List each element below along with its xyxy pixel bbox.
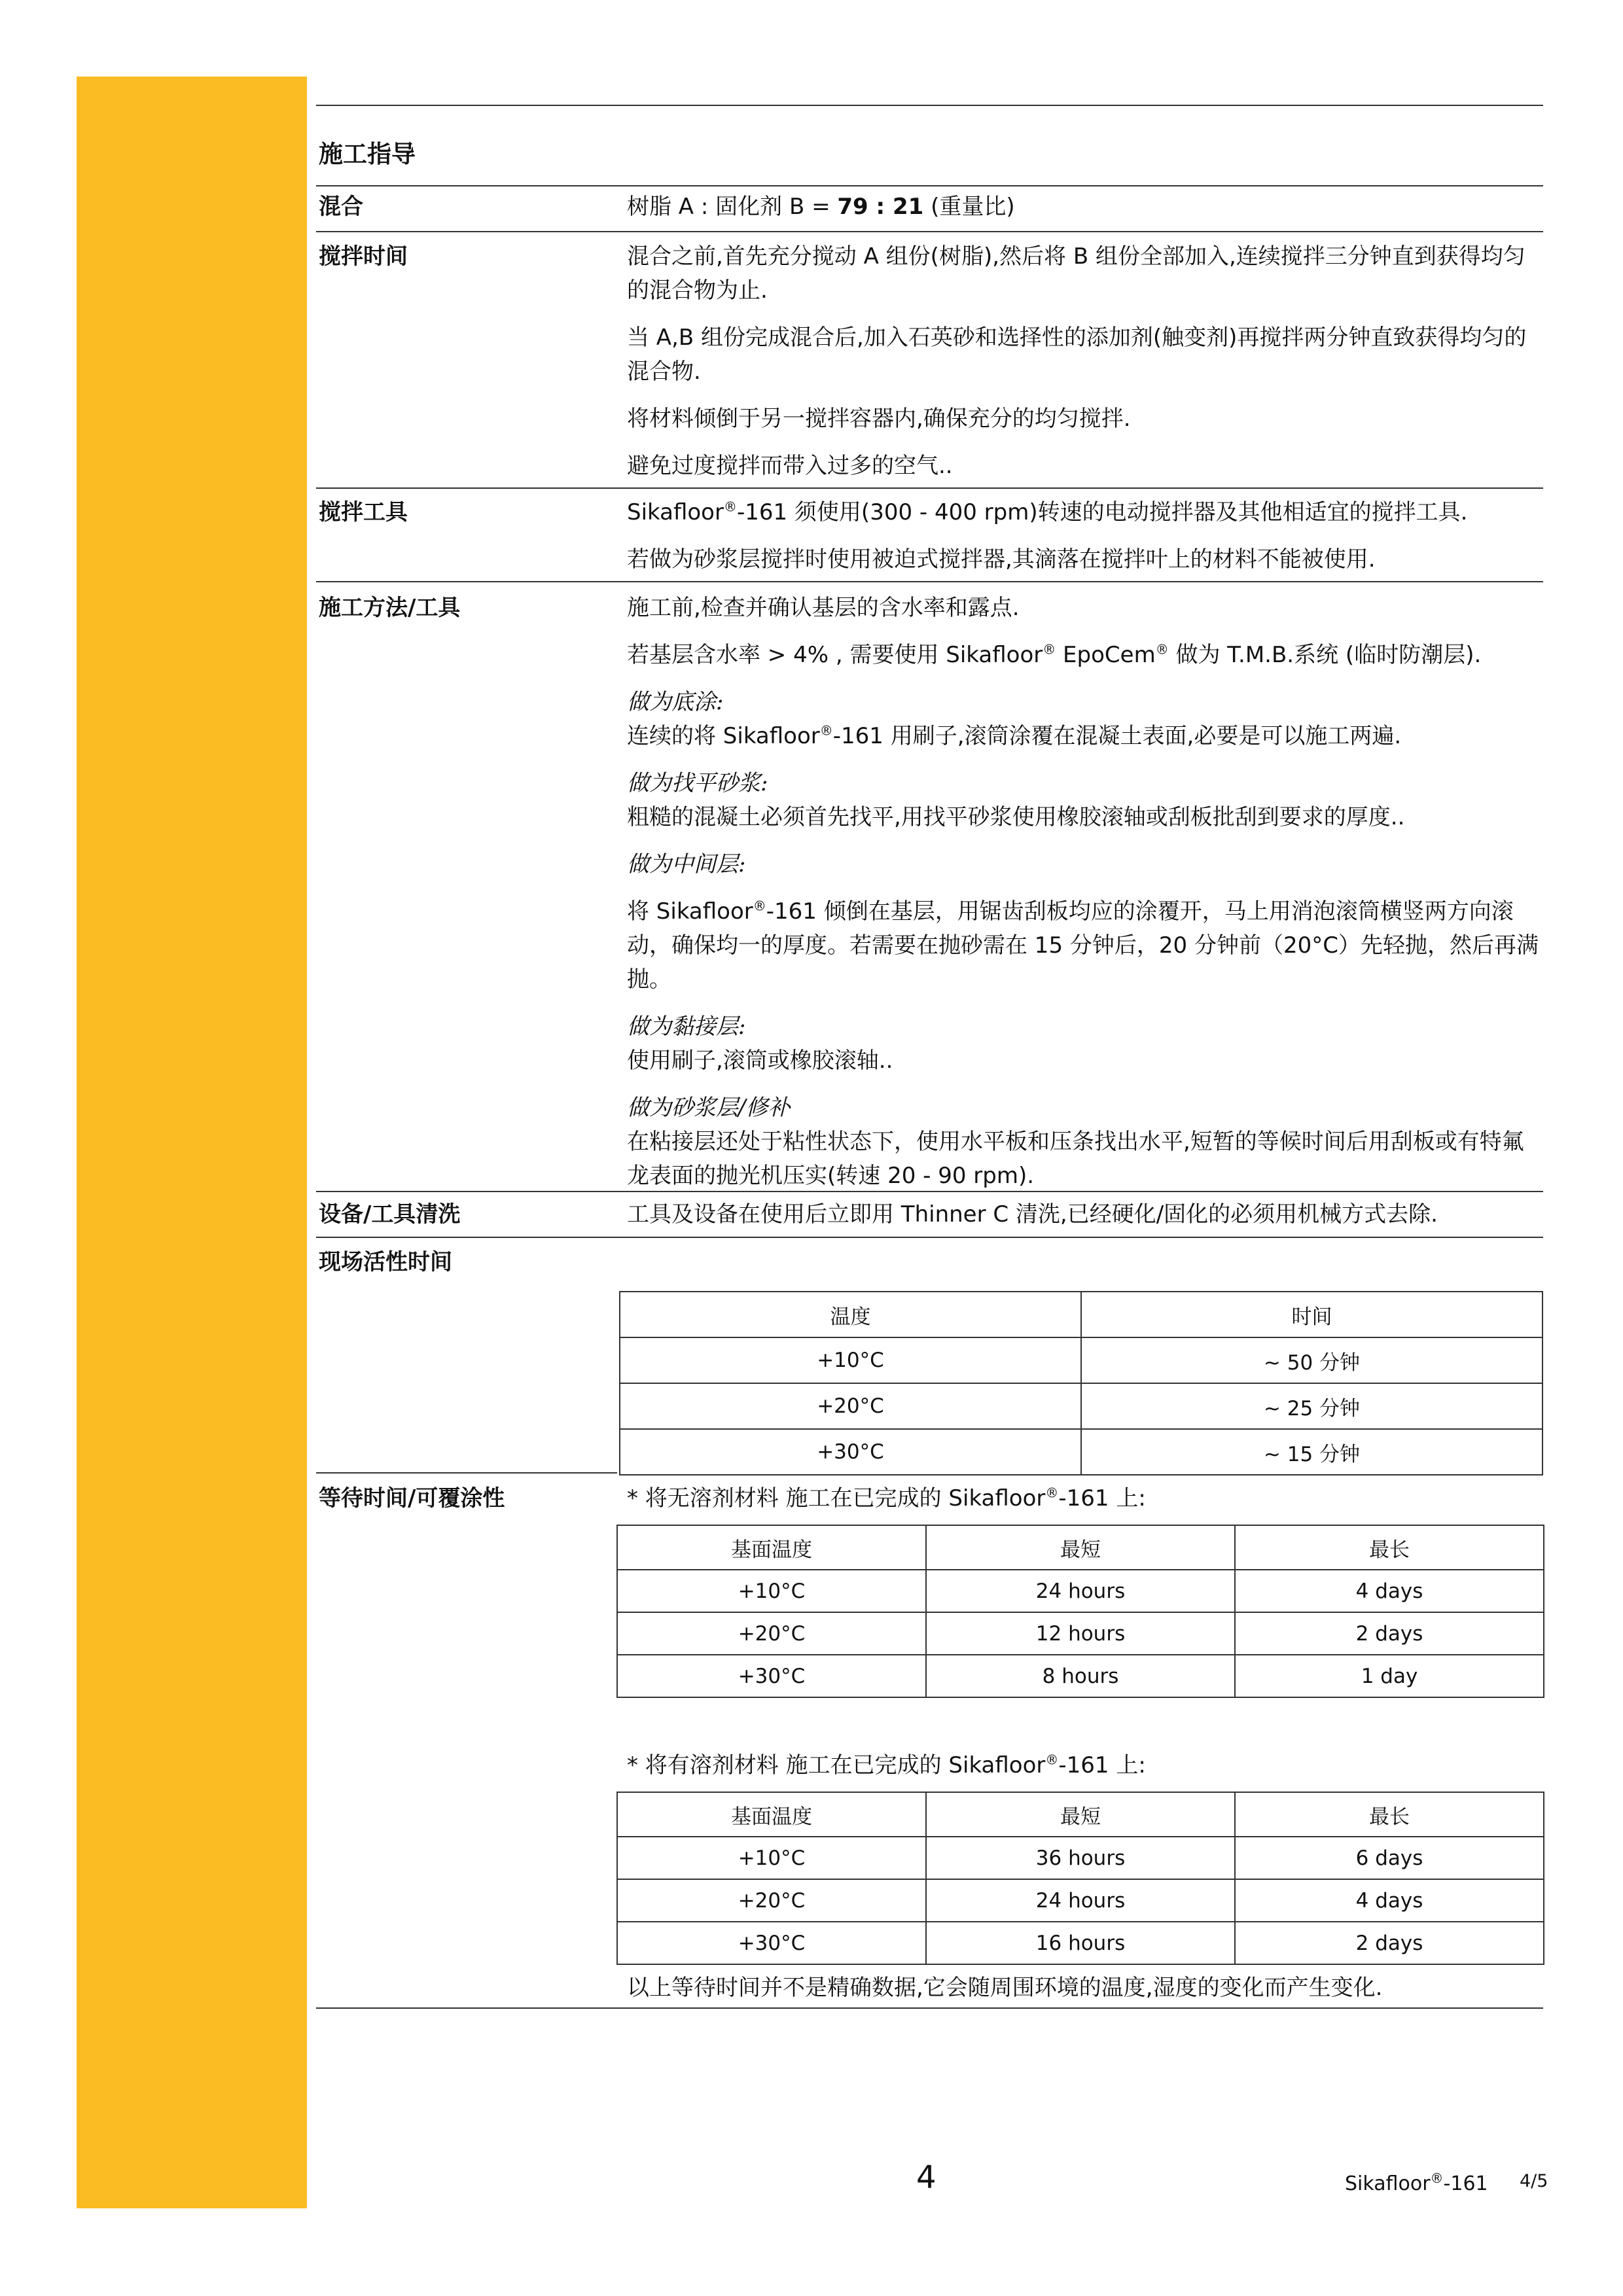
screed-title: 做为砂浆层/修补	[627, 1095, 791, 1121]
bonding-text: 使用刷子,滚筒或橡胶滚轴..	[627, 1048, 893, 1074]
primer-title: 做为底涂:	[627, 689, 724, 715]
page-number: 4	[916, 2159, 936, 2196]
leveling-title: 做为找平砂浆:	[627, 770, 768, 796]
table-row: +10°C ~ 50 分钟	[620, 1337, 1543, 1383]
rule-mixing	[316, 185, 1543, 186]
mixing-time-text	[627, 239, 1543, 483]
mixing-tools-p1: Sikafloor®-161 须使用(300 - 400 rpm)转速的电动搅拌器及其他相适宜的搅拌工具.	[627, 499, 1468, 525]
label-mixing-time: 搅拌时间	[319, 243, 408, 270]
table-row: +30°C 16 hours 2 days	[617, 1922, 1544, 1964]
table-row: +10°C 36 hours 6 days	[617, 1837, 1544, 1879]
intermediate-title: 做为中间层:	[627, 851, 746, 877]
table-row: +30°C ~ 15 分钟	[620, 1429, 1543, 1475]
rule-waiting	[316, 1472, 617, 1474]
label-mixing-tools: 搅拌工具	[319, 499, 408, 525]
label-mixing: 混合	[319, 194, 363, 220]
mixing-time-p4: 避免过度搅拌而带入过多的空气..	[627, 453, 953, 479]
application-text	[627, 591, 1543, 1193]
rule-mixing-tools	[316, 487, 1543, 489]
bonding-title: 做为黏接层:	[627, 1014, 746, 1040]
table-header-row: 基面温度 最短 最长	[617, 1792, 1544, 1837]
label-pot-life: 现场活性时间	[319, 1249, 452, 1275]
pot-life-table	[619, 1291, 1543, 1475]
cleaning-text: 工具及设备在使用后立即用 Thinner C 清洗,已经硬化/固化的必须用机械方式去除.	[627, 1201, 1438, 1227]
mixing-time-p3: 将材料倾倒于另一搅拌容器内,确保充分的均匀搅拌.	[627, 406, 1131, 432]
table-row: +10°C 24 hours 4 days	[617, 1570, 1544, 1612]
application-p2: 若基层含水率 > 4% , 需要使用 Sikafloor® EpoCem® 做为 T.M.B.系统 (临时防潮层).	[627, 641, 1482, 668]
table-row: +30°C 8 hours 1 day	[617, 1655, 1544, 1697]
label-waiting: 等待时间/可覆涂性	[319, 1485, 505, 1511]
primer-text: 连续的将 Sikafloor®-161 用刷子,滚筒涂覆在混凝土表面,必要是可以施工两遍.	[627, 722, 1402, 749]
bottom-rule	[316, 2007, 1543, 2009]
top-rule	[316, 105, 1543, 106]
table-row: +20°C 12 hours 2 days	[617, 1612, 1544, 1655]
table-header-row: 基面温度 最短 最长	[617, 1525, 1544, 1570]
mixing-tools-text	[627, 495, 1543, 576]
mixing-time-p2: 当 A,B 组份完成混合后,加入石英砂和选择性的添加剂(触变剂)再搅拌两分钟直致获得均匀的混合物.	[627, 325, 1527, 385]
rule-pot-life	[316, 1237, 1543, 1238]
waiting-table-solvent-free	[616, 1525, 1544, 1698]
label-application: 施工方法/工具	[319, 595, 461, 621]
label-cleaning: 设备/工具清洗	[319, 1201, 461, 1227]
application-p1: 施工前,检查并确认基层的含水率和露点.	[627, 595, 1020, 621]
mixing-tools-p2: 若做为砂浆层搅拌时使用被迫式搅拌器,其滴落在搅拌叶上的材料不能被使用.	[627, 546, 1376, 573]
rule-mixing-time	[316, 231, 1543, 232]
page-of-total: 4/5	[1520, 2171, 1548, 2191]
footer-product-name: Sikafloor®-161	[1345, 2170, 1488, 2195]
waiting-table-solvent	[616, 1792, 1544, 1965]
header-time: 时间	[1081, 1292, 1543, 1337]
waiting-t1-caption: * 将无溶剂材料 施工在已完成的 Sikafloor®-161 上:	[627, 1485, 1146, 1511]
rule-application	[316, 581, 1543, 582]
leveling-text: 粗糙的混凝土必须首先找平,用找平砂浆使用橡胶滚轴或刮板批刮到要求的厚度..	[627, 804, 1405, 830]
table-row: +20°C 24 hours 4 days	[617, 1879, 1544, 1922]
section-title: 施工指导	[319, 140, 416, 168]
waiting-t2-caption: * 将有溶剂材料 施工在已完成的 Sikafloor®-161 上:	[627, 1752, 1146, 1778]
header-temperature: 温度	[620, 1292, 1081, 1337]
table-row: +20°C ~ 25 分钟	[620, 1383, 1543, 1429]
mixing-time-p1: 混合之前,首先充分搅动 A 组份(树脂),然后将 B 组份全部加入,连续搅拌三分钟直到获得均匀的混合物为止.	[627, 243, 1525, 304]
mixing-ratio: 树脂 A : 固化剂 B = 79 : 21 (重量比)	[627, 194, 1015, 220]
intermediate-text: 将 Sikafloor®-161 倾倒在基层，用锯齿刮板均应的涂覆开，马上用消泡滚筒横竖两方向滚动，确保均一的厚度。若需要在抛砂需在 15 分钟后，20 分钟前（20°C）先轻抛，然后再满抛。	[627, 898, 1539, 993]
screed-text: 在粘接层还处于粘性状态下，使用水平板和压条找出水平,短暂的等候时间后用刮板或有特氟龙表面的抛光机压实(转速 20 - 90 rpm).	[627, 1129, 1524, 1189]
waiting-note: 以上等待时间并不是精确数据,它会随周围环境的温度,湿度的变化而产生变化.	[627, 1975, 1383, 2001]
table-header-row	[620, 1292, 1543, 1337]
sidebar-color-bar	[77, 77, 307, 2208]
